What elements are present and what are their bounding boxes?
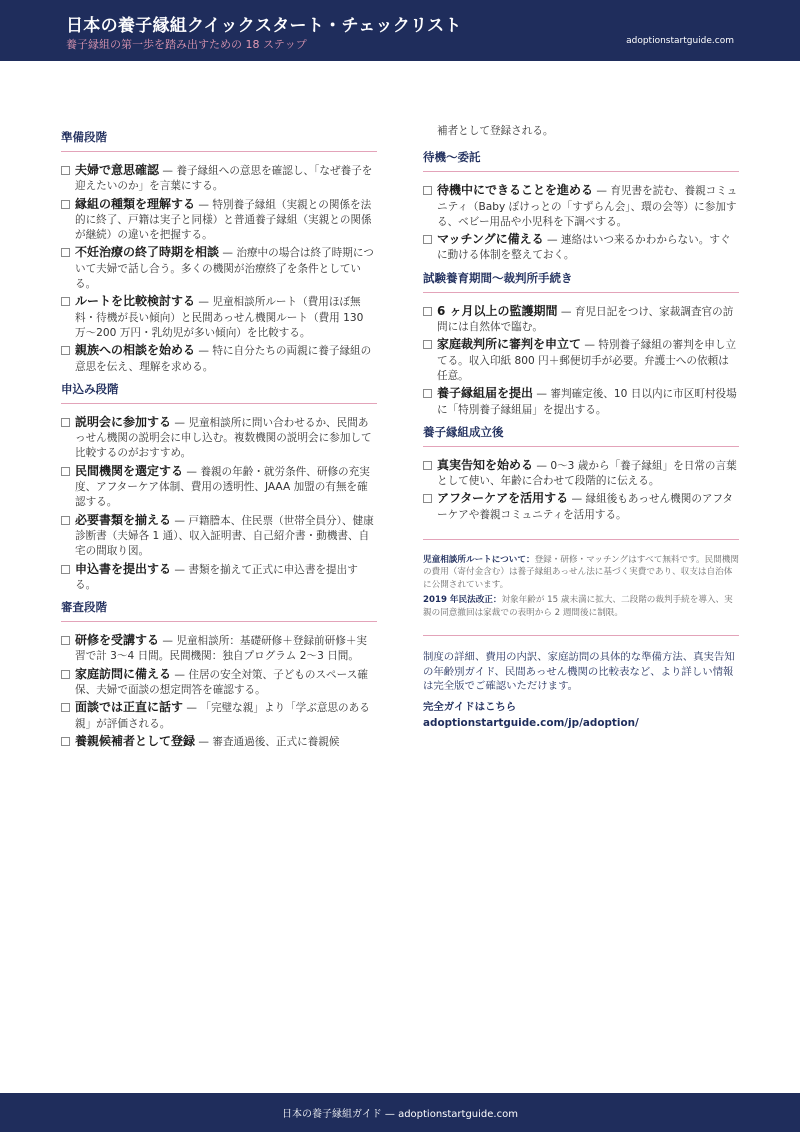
item-title: 夫婦で意思確認 <box>75 163 160 177</box>
checkbox[interactable] <box>61 516 70 525</box>
item-title: ルートを比較検討する <box>75 294 196 309</box>
item-desc: — 特別養子縁組（実親との関係を法的に終了、戸籍は実子と同様）と普通養子縁組（実親との関係が継続）の違いを把握する。 <box>75 198 372 242</box>
item-desc: — 特に自分たちの両親に養子縁組の意思を伝え、理解を求める。 <box>75 345 372 373</box>
checklist-item <box>423 183 739 230</box>
checkbox[interactable] <box>61 248 70 257</box>
item-title: マッチングに備える <box>437 232 544 247</box>
checklist <box>61 633 377 750</box>
item-title: 必要書類を揃える <box>75 512 172 527</box>
checklist-item <box>61 464 377 511</box>
checklist-item <box>423 386 739 418</box>
item-desc: — 書類を揃えて正式に申込書を提出する。 <box>75 563 358 591</box>
guide-link[interactable]: adoptionstartguide.com/jp/adoption/ <box>423 716 639 729</box>
note <box>423 594 739 619</box>
divider <box>423 539 739 540</box>
section-title: 準備段階 <box>61 129 377 152</box>
note <box>423 554 739 591</box>
checklist-item <box>423 458 739 490</box>
more-info-text: 制度の詳細、費用の内訳、家庭訪問の具体的な準備方法、真実告知の年齢別ガイド、民間あっせん機関の比較表など、より詳しい情報は完全版でご確認いただけます。 <box>423 651 735 693</box>
item-title: 養子縁組届を提出 <box>437 386 534 401</box>
page-footer <box>0 1093 800 1132</box>
section-title: 審査段階 <box>61 599 377 622</box>
item-desc: — 児童相談所に問い合わせるか、民間あっせん機関の説明会に申し込む。複数機関の説明会に参加して比較するのがおすすめ。 <box>75 416 372 460</box>
checkbox[interactable] <box>61 166 70 175</box>
right-column <box>423 124 739 731</box>
checkbox[interactable] <box>423 340 432 349</box>
checkbox[interactable] <box>61 737 70 746</box>
item-title: 6 ヶ月以上の監護期間 <box>437 303 558 318</box>
item-title: 縁組の種類を理解する <box>75 196 196 211</box>
item-desc: — 「完璧な親」より「学ぶ意思のある親」が評価される。 <box>75 702 370 730</box>
item-desc: — 育児日記をつけ、家裁調査官の訪問には自然体で臨む。 <box>437 305 734 334</box>
page-header <box>0 0 800 61</box>
checklist-item <box>61 734 377 750</box>
item-desc: — 縁組後もあっせん機関のアフターケアや養親コミュニティを活用する。 <box>437 493 733 521</box>
checklist <box>61 415 377 593</box>
item-desc: — 戸籍謄本、住民票（世帯全員分）、健康診断書（夫婦各 1 通）、収入証明書、自己紹介書・動機書、自宅の間取り図。 <box>75 514 374 558</box>
item-desc: — 審判確定後、10 日以内に市区町村役場に「特別養子縁組届」を提出する。 <box>437 388 737 416</box>
item-title: 養親候補者として登録 <box>75 733 196 748</box>
checklist <box>423 304 739 418</box>
checklist-item <box>61 633 377 665</box>
item-desc: — 育児書を読む、養親コミュニティ（Baby ぽけっとの「すずらん会」、環の会等）に参加する、ベビー用品や小児科を下調べする。 <box>437 185 738 228</box>
checkbox[interactable] <box>61 565 70 574</box>
checklist-item <box>61 245 377 292</box>
checkbox[interactable] <box>423 389 432 398</box>
checkbox[interactable] <box>61 297 70 306</box>
checklist-item <box>61 163 377 195</box>
checkbox[interactable] <box>423 461 432 470</box>
item-title: 待機中にできることを進める <box>437 183 594 198</box>
checkbox[interactable] <box>423 494 432 503</box>
item-title: 家庭訪問に備える <box>75 666 172 681</box>
left-column <box>61 124 377 756</box>
note-text: 登録・研修・マッチングはすべて無料です。民間機関の費用（寄付金含む）は養子縁組あっせん法に基づく実費であり、収支は自治体に公開されています。 <box>423 555 740 590</box>
item-title: アフターケアを活用する <box>437 491 569 506</box>
checklist-item <box>423 491 739 523</box>
checklist <box>61 163 377 375</box>
checkbox[interactable] <box>61 703 70 712</box>
item-desc: — 審査通過後、正式に養親候 <box>195 735 340 748</box>
item-title: 面談では正直に話す <box>75 700 184 715</box>
item-desc: — 養親の年齢・就労条件、研修の充実度、アフターケア体制、費用の透明性、JAAA 加盟の有無を確認する。 <box>75 465 370 509</box>
checklist-item <box>61 700 377 732</box>
item-title: 研修を受講する <box>75 633 160 648</box>
note-label: 2019 年民法改正： <box>423 595 502 606</box>
item-desc: — 児童相談所ルート（費用ほぼ無料・待機が長い傾向）と民間あっせん機関ルート（費用 130 万〜200 万円・乳幼児が多い傾向）を比較する。 <box>75 296 364 339</box>
checkbox[interactable] <box>61 636 70 645</box>
item-title: 説明会に参加する <box>75 414 172 429</box>
continued-text: 補者として登録される。 <box>437 125 554 137</box>
item-title: 家庭裁判所に審判を申立て <box>437 337 582 352</box>
checklist <box>423 183 739 263</box>
item-desc: — 治療中の場合は終了時期について夫婦で話し合う。多くの機関が治療終了を条件としている。 <box>75 247 374 291</box>
checklist-item <box>61 197 377 244</box>
checklist-item <box>423 304 739 336</box>
item-title: 不妊治療の終了時期を相談 <box>75 245 220 260</box>
checklist-item <box>61 294 377 341</box>
guide-label: 完全ガイドはこちら <box>423 700 517 713</box>
checklist-item <box>61 343 377 375</box>
page-subtitle: 養子縁組の第一歩を踏み出すための 18 ステップ <box>66 38 307 51</box>
item-title: 民間機関を選定する <box>75 463 184 478</box>
section-title: 申込み段階 <box>61 381 377 404</box>
footer-text: 日本の養子縁組ガイド — adoptionstartguide.com <box>282 1109 518 1120</box>
checkbox[interactable] <box>423 186 432 195</box>
item-desc: — 児童相談所：基礎研修＋登録前研修＋実習で計 3〜4 日間。民間機関：独自プログラム 2〜3 日間。 <box>75 635 368 663</box>
checklist-item <box>61 667 377 699</box>
item-desc: — 特別養子縁組の審判を申し立てる。収入印紙 800 円＋郵便切手が必要。弁護士への依頼は任意。 <box>437 339 737 382</box>
item-title: 親族への相談を始める <box>75 343 196 358</box>
section-title: 養子縁組成立後 <box>423 424 739 447</box>
note-text: 対象年齢が 15 歳未満に拡大、二段階の裁判手続を導入、実親の同意撤回は家裁での表明から 2 週間後に制限。 <box>423 595 733 618</box>
page-title: 日本の養子縁組クイックスタート・チェックリスト <box>66 16 462 36</box>
checklist-item <box>61 513 377 560</box>
checkbox[interactable] <box>423 307 432 316</box>
checkbox[interactable] <box>423 235 432 244</box>
checklist-item <box>423 232 739 264</box>
item-desc: — 住居の安全対策、子どものスペース確保、夫婦で面談の想定問答を確認する。 <box>75 668 368 697</box>
item-desc: — 0〜3 歳から「養子縁組」を日常の言葉として使い、年齢に合わせて段階的に伝える。 <box>437 459 737 488</box>
note-label: 児童相談所ルートについて： <box>423 555 535 566</box>
checkbox[interactable] <box>61 418 70 427</box>
checklist-item <box>423 337 739 384</box>
checklist-item <box>61 415 377 462</box>
checkbox[interactable] <box>61 200 70 209</box>
checklist-item <box>61 562 377 594</box>
item-title: 真実告知を始める <box>437 457 534 472</box>
header-url[interactable]: adoptionstartguide.com <box>626 36 734 46</box>
checkbox[interactable] <box>61 467 70 476</box>
checkbox[interactable] <box>61 346 70 355</box>
item-desc: — 養子縁組への意思を確認し、「なぜ養子を迎えたいのか」を言葉にする。 <box>75 165 373 193</box>
divider <box>423 635 739 636</box>
section-title: 待機〜委託 <box>423 149 739 172</box>
section-title: 試験養育期間〜裁判所手続き <box>423 270 739 293</box>
item-title: 申込書を提出する <box>75 561 172 576</box>
item-desc: — 連絡はいつ来るかわからない。すぐに動ける体制を整えておく。 <box>437 234 731 262</box>
checkbox[interactable] <box>61 670 70 679</box>
checklist <box>423 458 739 523</box>
